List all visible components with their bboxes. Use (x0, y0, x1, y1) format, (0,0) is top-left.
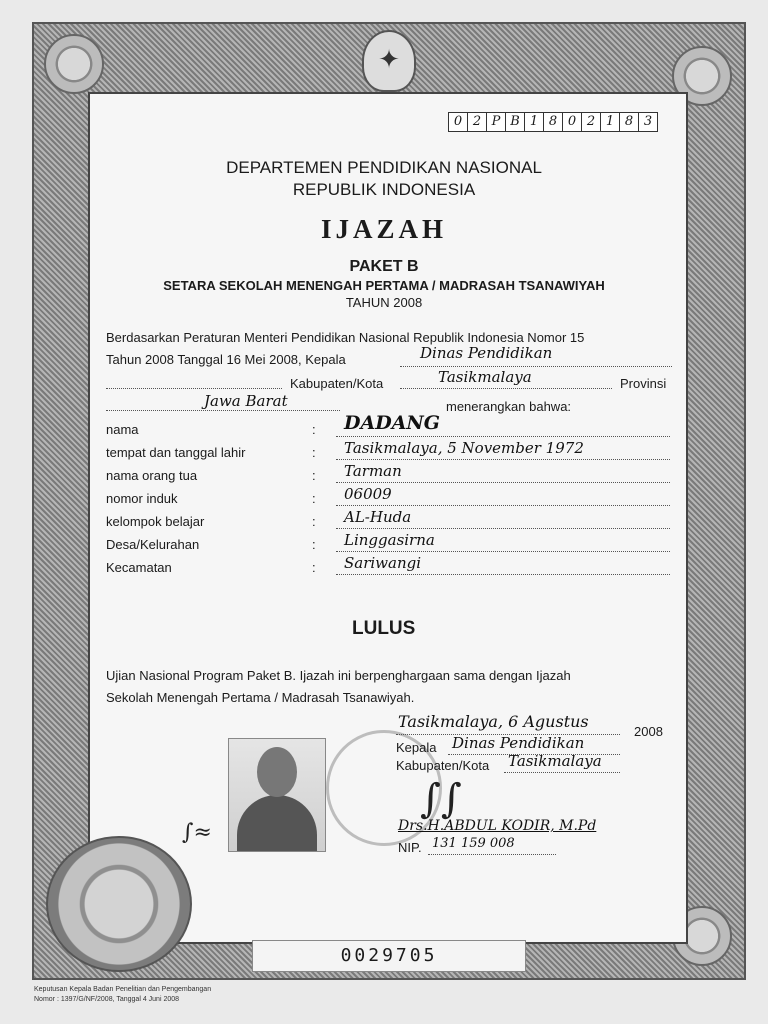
dotted-line (336, 482, 670, 483)
official-name: Drs.H.ABDUL KODIR, M.Pd (398, 818, 597, 834)
field-colon: : (312, 514, 316, 529)
serial-digit: P (487, 113, 506, 131)
field-label: tempat dan tanggal lahir (106, 445, 246, 460)
dotted-line (504, 772, 620, 773)
dotted-line (400, 366, 672, 367)
field-colon: : (312, 422, 316, 437)
document-title: IJAZAH (320, 214, 447, 244)
field-value: 06009 (344, 485, 392, 503)
field-label: nama (106, 422, 139, 437)
signature-kab-label: Kabupaten/Kota (396, 758, 490, 773)
kabupaten-value: Tasikmalaya (438, 368, 532, 386)
field-label: kelompok belajar (106, 514, 205, 529)
field-colon: : (312, 560, 316, 575)
corner-ornament (44, 34, 104, 94)
result-label: LULUS (352, 618, 416, 639)
field-value: Tasikmalaya, 5 November 1972 (344, 439, 584, 457)
field-label: nama orang tua (106, 468, 198, 483)
photo-body (237, 795, 317, 852)
official-signature: ∫∫ (420, 776, 462, 822)
nip-value: 131 159 008 (432, 836, 515, 851)
field-value: Linggasirna (344, 531, 435, 549)
statement-line2: Sekolah Menengah Pertama / Madrasah Tsanawiyah. (106, 690, 415, 705)
signature-place-date: Tasikmalaya, 6 Agustus (398, 712, 589, 731)
provinsi-value: Jawa Barat (204, 392, 288, 410)
field-value: AL-Huda (344, 508, 412, 526)
serial-digit: 1 (525, 113, 544, 131)
footer-line2: Nomor : 1397/G/NF/2008, Tanggal 4 Juni 2008 (34, 996, 180, 1003)
dotted-line (336, 574, 670, 575)
serial-digit: 8 (544, 113, 563, 131)
statement-line1: Ujian Nasional Program Paket B. Ijazah ini berpenghargaan sama dengan Ijazah (106, 668, 571, 683)
field-colon: : (312, 445, 316, 460)
serial-digit: 3 (643, 114, 653, 129)
student-signature: ∫≈ (182, 820, 212, 845)
embossed-seal (46, 836, 192, 972)
provinsi-label: Provinsi (620, 376, 667, 391)
dotted-line (336, 528, 670, 529)
photo-face (257, 747, 297, 797)
kepala-value: Dinas Pendidikan (420, 344, 553, 362)
student-photo (228, 738, 326, 852)
field-colon: : (312, 537, 316, 552)
signature-kepala-value: Dinas Pendidikan (452, 734, 585, 752)
signature-kepala-label: Kepala (396, 740, 437, 755)
paket-label: PAKET B (349, 258, 419, 275)
dotted-line (336, 459, 670, 460)
setara-label: SETARA SEKOLAH MENENGAH PERTAMA / MADRASAH TSANAWIYAH (163, 278, 605, 293)
serial-digit: B (506, 113, 525, 131)
dotted-line (428, 854, 556, 855)
field-label: Desa/Kelurahan (106, 537, 200, 552)
serial-number-box (448, 112, 658, 132)
dotted-line (106, 410, 340, 411)
dotted-line (400, 388, 612, 389)
kabupaten-label: Kabupaten/Kota (290, 376, 384, 391)
serial-digit: 1 (601, 113, 620, 131)
dotted-line (336, 551, 670, 552)
garuda-emblem-icon: ✦ (362, 30, 416, 92)
dotted-line (336, 436, 670, 437)
intro-line1: Berdasarkan Peraturan Menteri Pendidikan Nasional Republik Indonesia Nomor 15 (106, 330, 585, 345)
serial-digit: 0 (449, 113, 468, 131)
field-value: Tarman (344, 462, 402, 480)
serial-digit: 0 (563, 113, 582, 131)
dotted-line (336, 505, 670, 506)
footer-line1: Keputusan Kepala Badan Penelitian dan Pengembangan (34, 986, 212, 993)
field-label: Kecamatan (106, 560, 172, 575)
field-colon: : (312, 491, 316, 506)
field-colon: : (312, 468, 316, 483)
header-line1: DEPARTEMEN PENDIDIKAN NASIONAL (226, 158, 542, 177)
dotted-line (106, 388, 282, 389)
menerangkan-text: menerangkan bahwa: (446, 399, 572, 414)
signature-kab-value: Tasikmalaya (508, 752, 602, 770)
field-value: DADANG (344, 412, 441, 434)
serial-digit: 2 (468, 113, 487, 131)
nip-label: NIP. (398, 840, 422, 855)
field-value: Sariwangi (344, 554, 422, 572)
serial-digit: 2 (582, 113, 601, 131)
header-line2: REPUBLIK INDONESIA (292, 180, 476, 199)
registration-number: 0029705 (252, 940, 526, 972)
serial-digit: 8 (620, 113, 639, 131)
tahun-label: TAHUN 2008 (345, 295, 423, 310)
signature-year: 2008 (634, 724, 663, 739)
intro-line2: Tahun 2008 Tanggal 16 Mei 2008, Kepala (106, 352, 346, 367)
field-label: nomor induk (106, 491, 178, 506)
